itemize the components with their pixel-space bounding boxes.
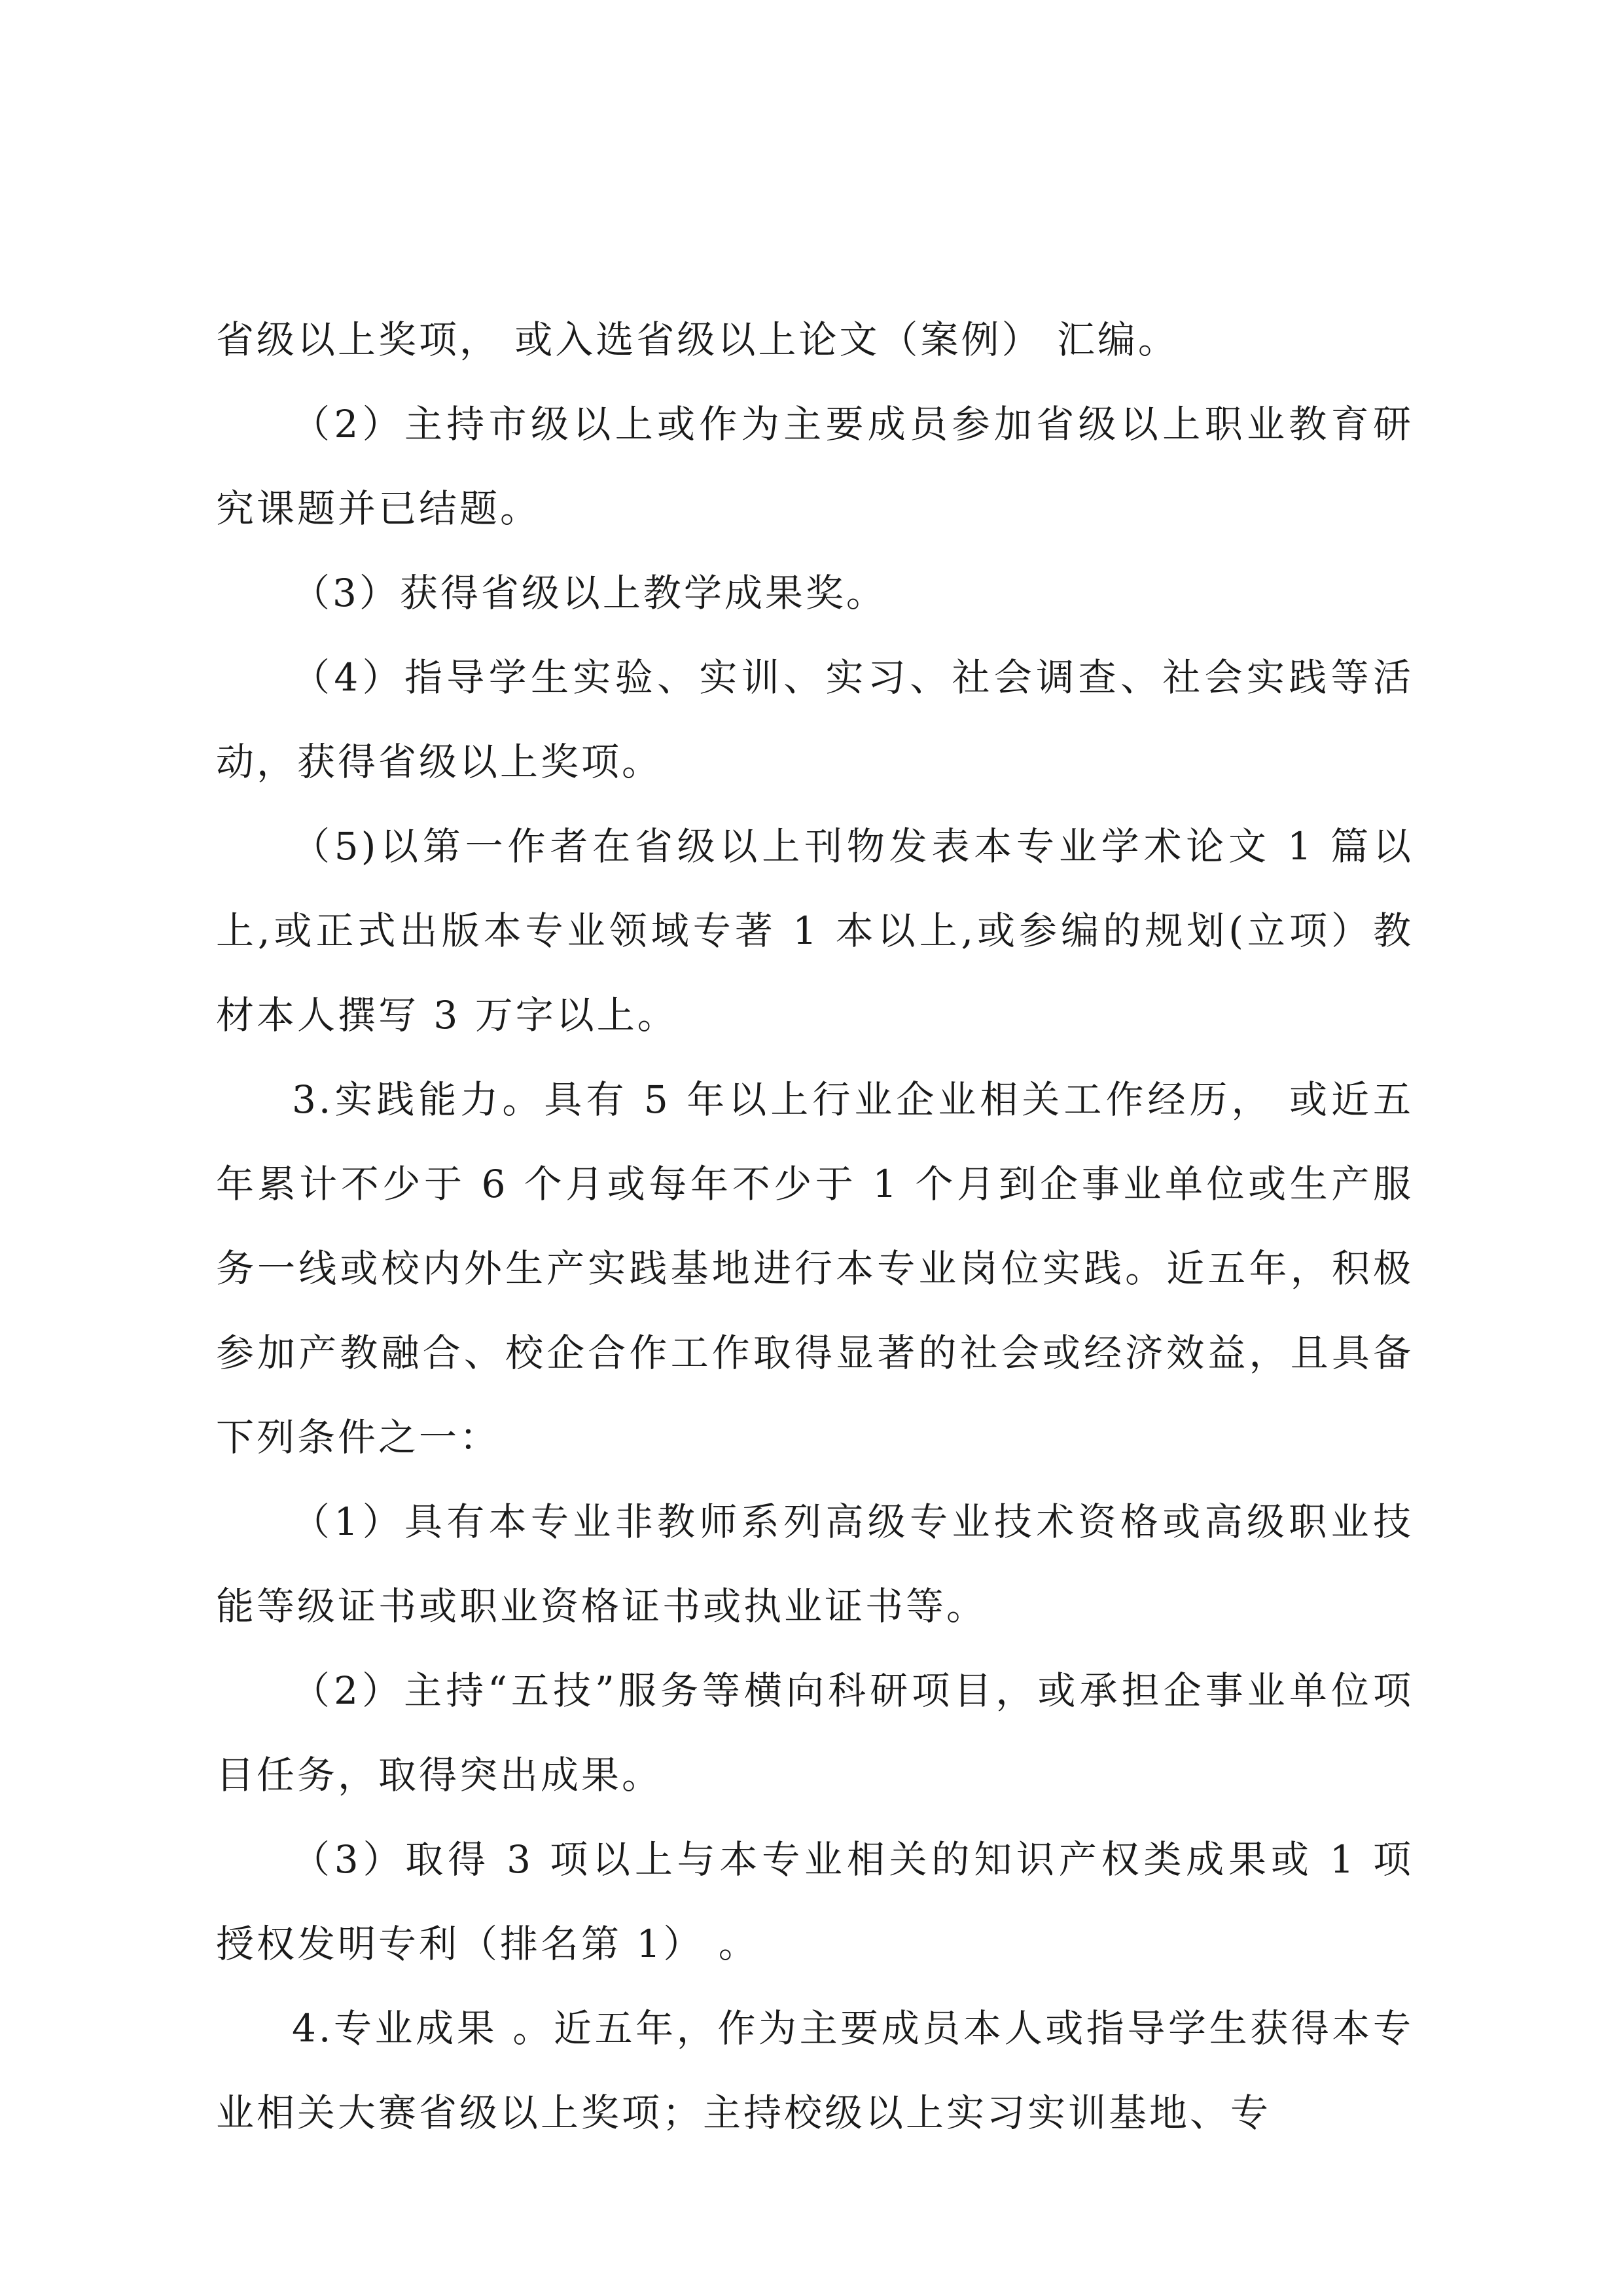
paragraph-publications: （5)以第一作者在省级以上刊物发表本专业学术论文 1 篇以上,或正式出版本专业领域专著 1 本以上,或参编的规划(立项）教材本人撰写 3 万字以上。 <box>216 824 1414 1037</box>
paragraph-horizontal-research: （2）主持“五技”服务等横向科研项目，或承担企事业单位项目任务，取得突出成果。 <box>216 1668 1414 1797</box>
paragraph-teaching-award: （3）获得省级以上教学成果奖。 <box>292 571 887 615</box>
paragraph-qualification: （1）具有本专业非教师系列高级专业技术资格或高级职业技能等级证书或职业资格证书或执业证书等。 <box>216 1499 1414 1628</box>
paragraph-practical-ability: 3.实践能力。具有 5 年以上行业企业相关工作经历， 或近五 年累计不少于 6 个月或每年不少于 1 个月到企事业单位或生产服 务一线或校内外生产实践基地进行本专业岗位实践。近五年，积极参加产教融合、校企合作工作取得显著的社会或经济效益，且具备下列条件之一： <box>216 1077 1429 1460</box>
document-body <box>216 298 1429 2155</box>
paragraph-research-project: （2）主持市级以上或作为主要成员参加省级以上职业教育研究课题并已结题。 <box>216 402 1414 531</box>
paragraph-intellectual-property: （3）取得 3 项以上与本专业相关的知识产权类成果或 1 项 授权发明专利（排名第 1） 。 <box>216 1837 1429 1966</box>
paragraph-student-guidance: （4）指导学生实验、实训、实习、社会调查、社会实践等活动，获得省级以上奖项。 <box>216 655 1414 784</box>
paragraph-awards-continued: 省级以上奖项， 或入选省级以上论文（案例） 汇编。 <box>216 317 1179 362</box>
paragraph-professional-results: 4.专业成果 。近五年，作为主要成员本人或指导学生获得本专业相关大赛省级以上奖项；主持校级以上实习实训基地、专 <box>216 2006 1414 2135</box>
